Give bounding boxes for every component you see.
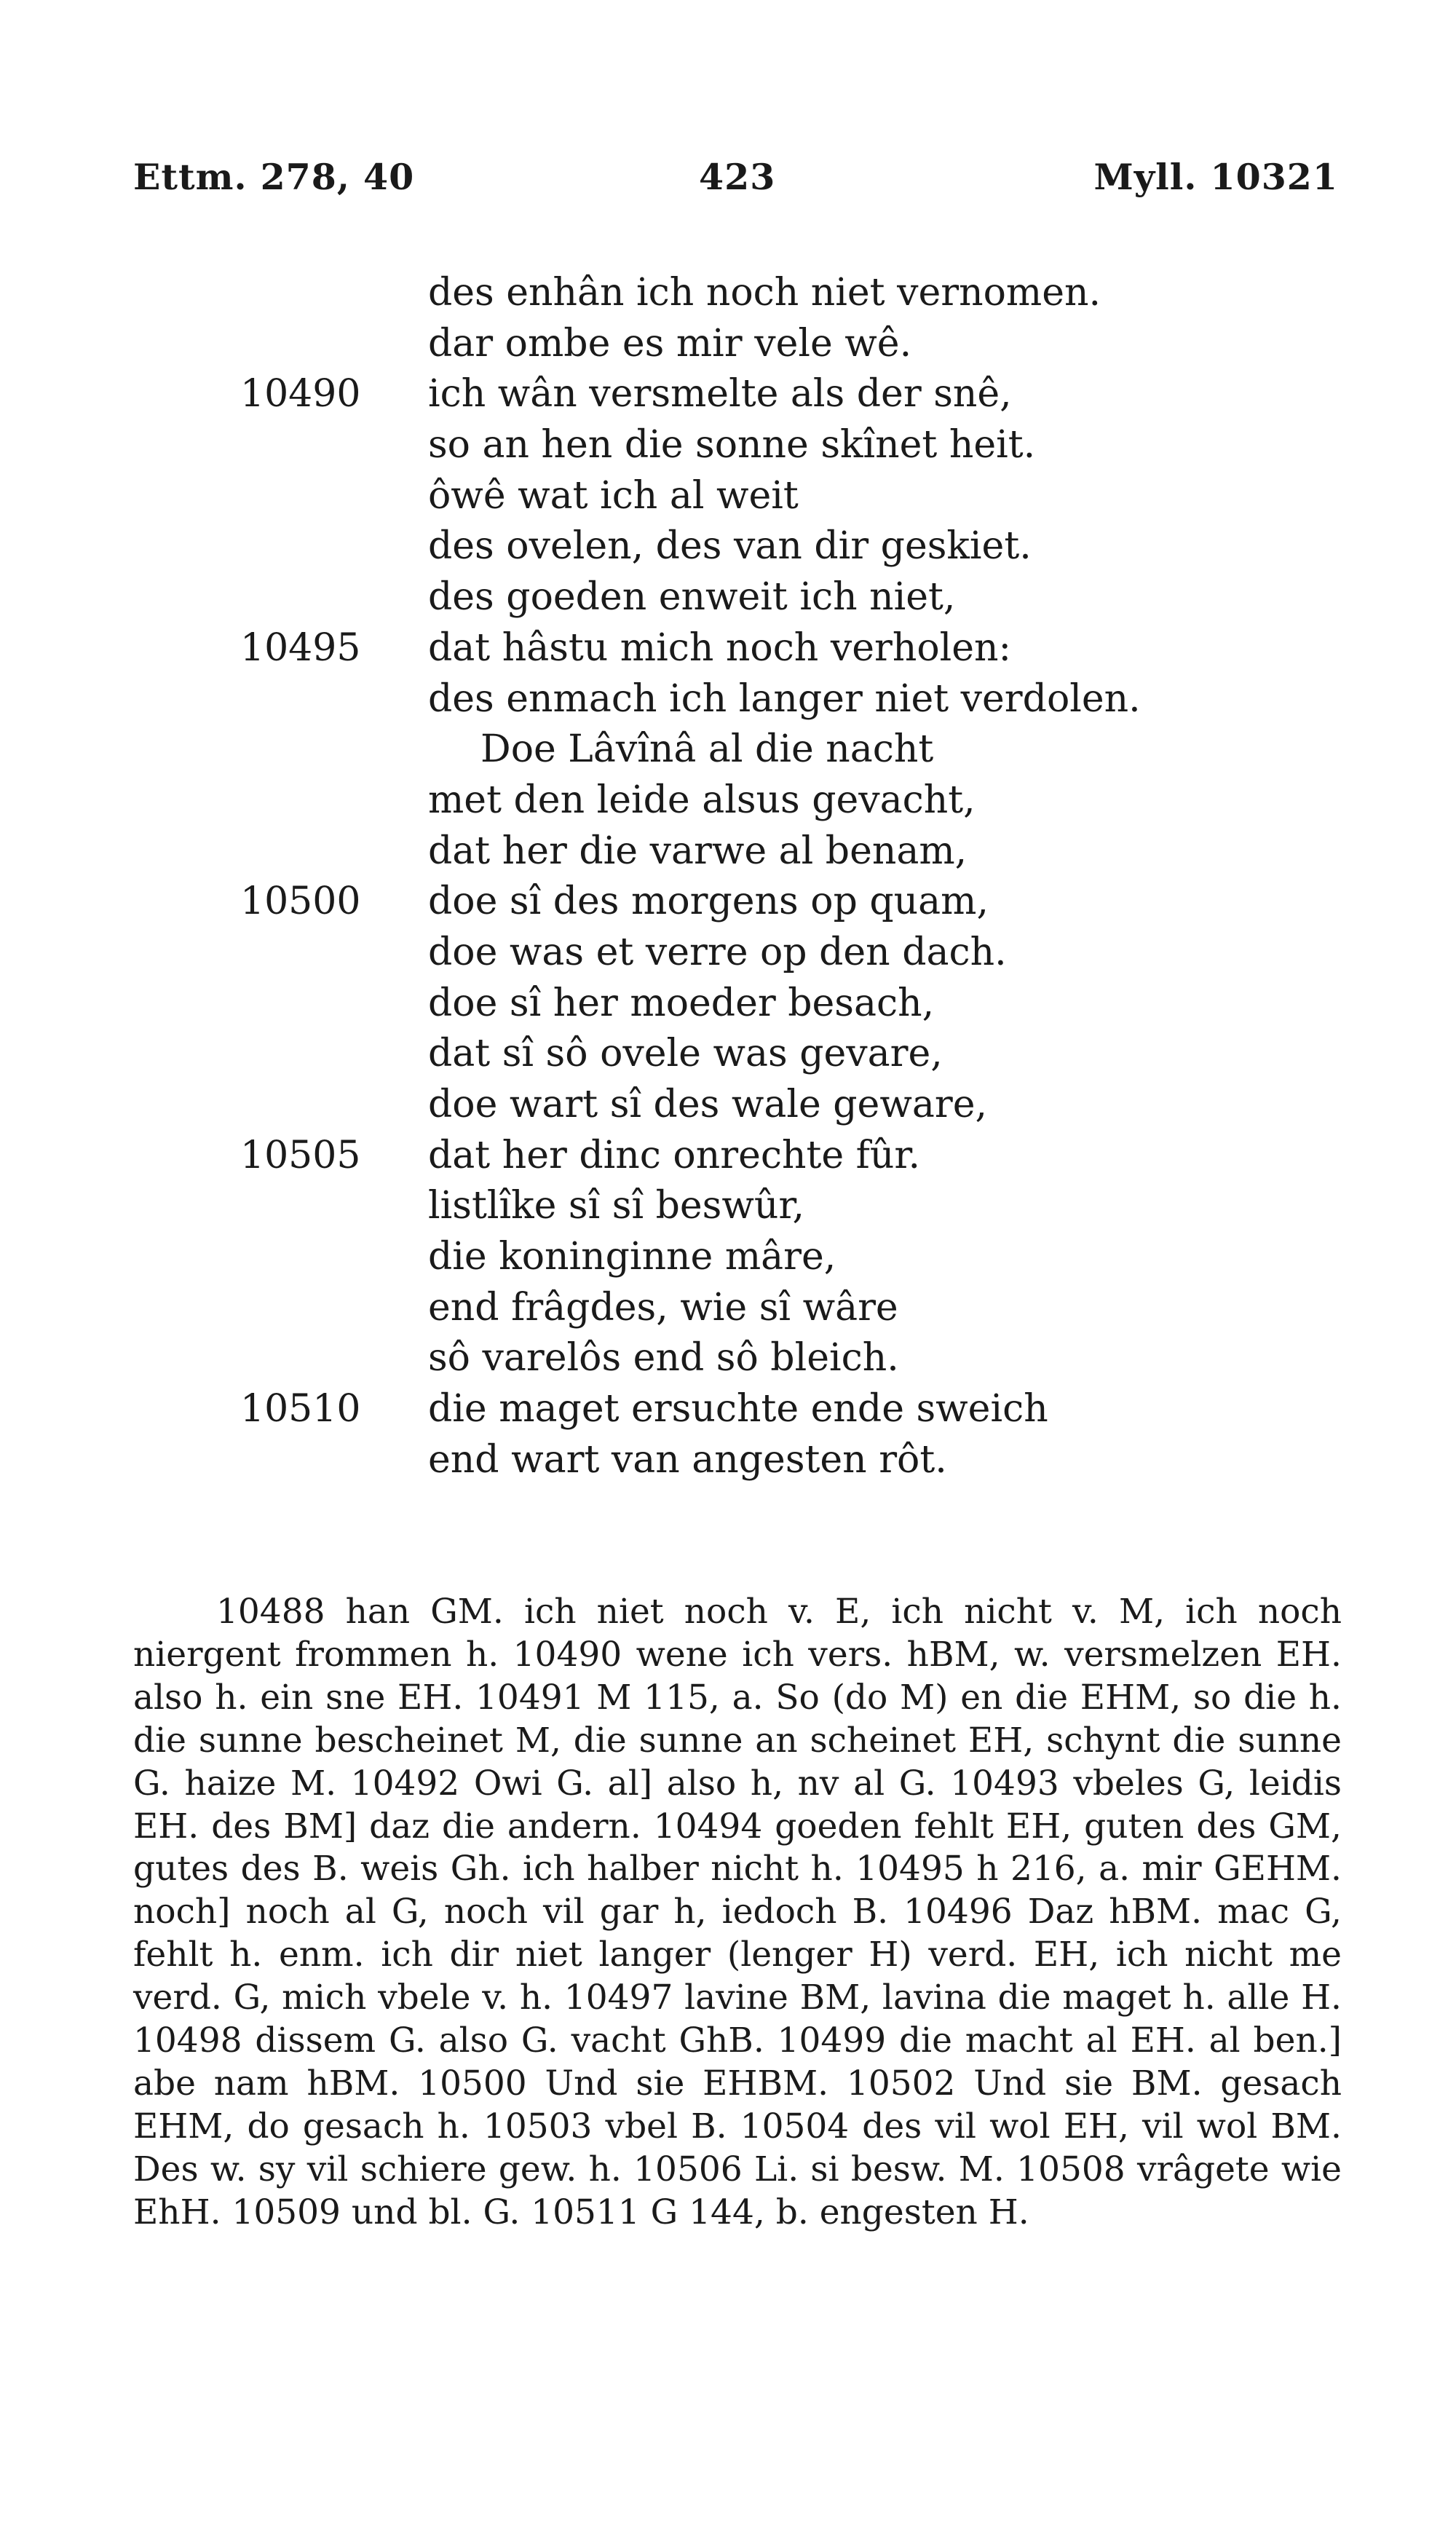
- verse-text: dar ombe es mir vele wê.: [428, 321, 912, 366]
- page-number: 423: [699, 156, 776, 198]
- verse-line: [0, 1181, 1456, 1232]
- verse-line: [0, 1435, 1456, 1486]
- verse-line: [0, 877, 1456, 928]
- verse-text: met den leide alsus gevacht,: [428, 778, 976, 822]
- verse-text: doe sî des morgens op quam,: [428, 880, 989, 924]
- verse-line: [0, 1333, 1456, 1384]
- verse-text: doe sî her moeder besach,: [428, 981, 935, 1025]
- verse-text: ôwê wat ich al weit: [428, 473, 799, 518]
- critical-apparatus: [133, 1591, 1342, 2235]
- verse-line: [0, 979, 1456, 1030]
- verse-line: [0, 1131, 1456, 1182]
- verse-line: [0, 623, 1456, 674]
- verse-text: end frâgdes, wie sî wâre: [428, 1285, 898, 1330]
- verse-line: [0, 826, 1456, 877]
- header-right-reference: Myll. 10321: [1093, 156, 1338, 198]
- header-left-reference: Ettm. 278, 40: [133, 156, 415, 198]
- verse-text: Doe Lâvînâ al die nacht: [480, 727, 934, 772]
- verse-text: doe wart sî des wale geware,: [428, 1083, 987, 1126]
- verse-text: ich wân versmelte als der snê,: [428, 372, 1012, 416]
- verse-text: des enmach ich langer niet verdolen.: [428, 676, 1141, 721]
- verse-block: [0, 268, 1456, 1486]
- verse-text: dat her die varwe al benam,: [428, 829, 968, 873]
- verse-number: 10505: [240, 1133, 361, 1177]
- verse-text: end wart van angesten rôt.: [428, 1437, 947, 1482]
- verse-text: sô varelôs end sô bleich.: [428, 1336, 899, 1380]
- verse-line: [0, 1232, 1456, 1283]
- verse-text: des goeden enweit ich niet,: [428, 575, 956, 620]
- verse-text: so an hen die sonne skînet heit.: [428, 423, 1036, 467]
- running-header: [0, 156, 1456, 207]
- verse-text: listlîke sî sî beswûr,: [428, 1184, 805, 1228]
- verse-text: des enhân ich noch niet vernomen.: [428, 271, 1101, 315]
- verse-line: [0, 724, 1456, 775]
- verse-number: 10510: [240, 1387, 361, 1431]
- verse-text: die maget ersuchte ende sweich: [428, 1387, 1048, 1431]
- apparatus-text: 10488 han GM. ich niet noch v. E, ich nicht v. M, ich noch niergent frommen h. 10490 wene ich vers. hBM, w. versmelzen EH. also h. ein sne EH. 10491 M 115, a. So (do M) en die EHM, so die h. die sunne bescheinet M, die sunne an scheinet EH, schynt die sunne G. haize M. 10492 Owi G. al] also h, nv al G. 10493 vbeles G, leidis EH. des BM] daz die andern. 10494 goeden fehlt EH, guten des GM, gutes des B. weis Gh. ich halber nicht h. 10495 h 216, a. mir GEHM. noch] noch al G, noch vil gar h, iedoch B. 10496 Daz hBM. mac G, fehlt h. enm. ich dir niet langer (lenger H) verd. EH, ich nicht me verd. G, mich vbele v. h. 10497 lavine BM, lavina die maget h. alle H. 10498 dissem G. also G. vacht GhB. 10499 die macht al EH. al ben.] abe nam hBM. 10500 Und sie EHBM. 10502 Und sie BM. gesach EHM, do gesach h. 10503 vbel B. 10504 des vil wol EH, vil wol BM. Des w. sy vil schiere gew. h. 10506 Li. si besw. M. 10508 vrâgete wie EhH. 10509 und bl. G. 10511 G 144, b. engesten H.: [133, 1592, 1342, 2232]
- verse-line: [0, 1080, 1456, 1131]
- verse-text: dat sî sô ovele was gevare,: [428, 1032, 943, 1076]
- verse-line: [0, 420, 1456, 471]
- verse-text: dat hâstu mich noch verholen:: [428, 625, 1012, 670]
- verse-line: [0, 471, 1456, 522]
- verse-text: die koninginne mâre,: [428, 1235, 836, 1279]
- verse-line: [0, 1283, 1456, 1334]
- verse-line: [0, 521, 1456, 572]
- verse-text: des ovelen, des van dir geskiet.: [428, 524, 1032, 569]
- verse-text: dat her dinc onrechte fûr.: [428, 1133, 921, 1177]
- verse-line: [0, 1384, 1456, 1435]
- verse-line: [0, 775, 1456, 826]
- verse-number: 10495: [240, 625, 361, 670]
- verse-line: [0, 369, 1456, 420]
- verse-number: 10500: [240, 880, 361, 924]
- verse-line: [0, 319, 1456, 370]
- verse-line: [0, 674, 1456, 725]
- verse-line: [0, 928, 1456, 979]
- verse-line: [0, 572, 1456, 623]
- verse-line: [0, 1029, 1456, 1080]
- verse-number: 10490: [240, 372, 361, 416]
- verse-line: [0, 268, 1456, 319]
- verse-text: doe was et verre op den dach.: [428, 930, 1007, 974]
